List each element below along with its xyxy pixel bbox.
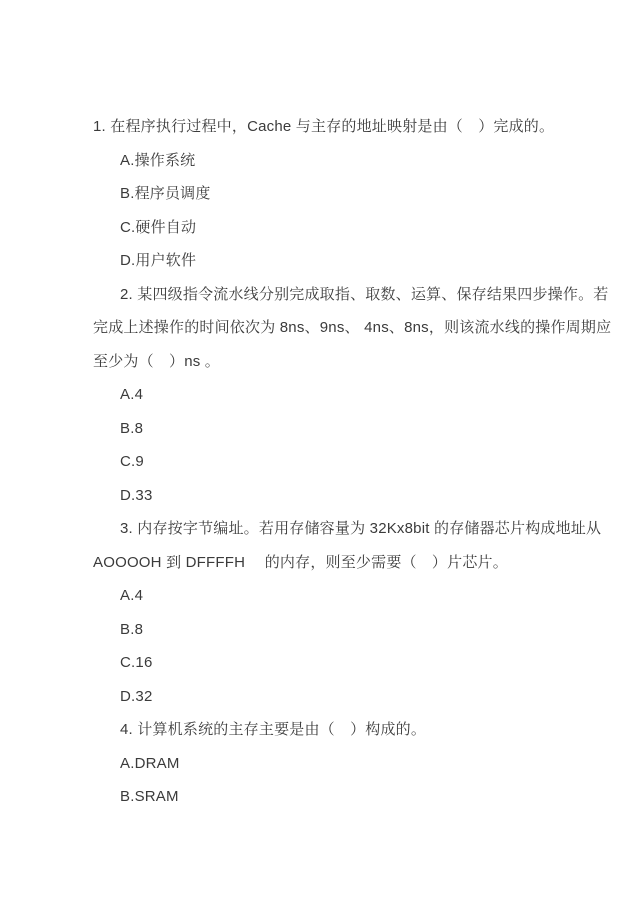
question-3-option-b: B.8 — [120, 620, 144, 638]
question-2-option-d: D.33 — [120, 486, 153, 504]
question-2-stem-line-3: 至少为（ ）ns 。 — [93, 352, 221, 370]
question-2-stem-line-1: 2. 某四级指令流水线分别完成取指、取数、运算、保存结果四步操作。若 — [120, 285, 609, 303]
question-2-option-b: B.8 — [120, 419, 144, 437]
question-3-option-d: D.32 — [120, 687, 153, 705]
question-1-option-d: D.用户软件 — [120, 252, 197, 269]
exam-question-list — [93, 110, 612, 814]
question-1-option-b: B.程序员调度 — [120, 185, 211, 202]
question-2-stem-line-2: 完成上述操作的时间依次为 8ns、9ns、 4ns、8ns，则该流水线的操作周期应 — [93, 319, 612, 336]
question-3-stem-line-1: 3. 内存按字节编址。若用存储容量为 32Kx8bit 的存储器芯片构成地址从 — [120, 520, 602, 537]
question-2-option-a: A.4 — [120, 386, 144, 403]
question-3-option-c: C.16 — [120, 654, 153, 671]
question-3-option-a: A.4 — [120, 587, 144, 604]
question-4-stem: 4. 计算机系统的主存主要是由（ ）构成的。 — [120, 721, 427, 738]
question-4-option-a: A.DRAM — [120, 754, 180, 772]
question-2-option-c: C.9 — [120, 453, 144, 470]
question-1-stem: 1. 在程序执行过程中，Cache 与主存的地址映射是由（ ）完成的。 — [93, 118, 555, 135]
question-3-stem-line-2: AOOOOH 到 DFFFFH 的内存，则至少需要（ ）片芯片。 — [93, 553, 508, 571]
question-4-option-b: B.SRAM — [120, 788, 179, 805]
question-1-option-a: A.操作系统 — [120, 151, 196, 169]
question-1-option-c: C.硬件自动 — [120, 218, 197, 236]
